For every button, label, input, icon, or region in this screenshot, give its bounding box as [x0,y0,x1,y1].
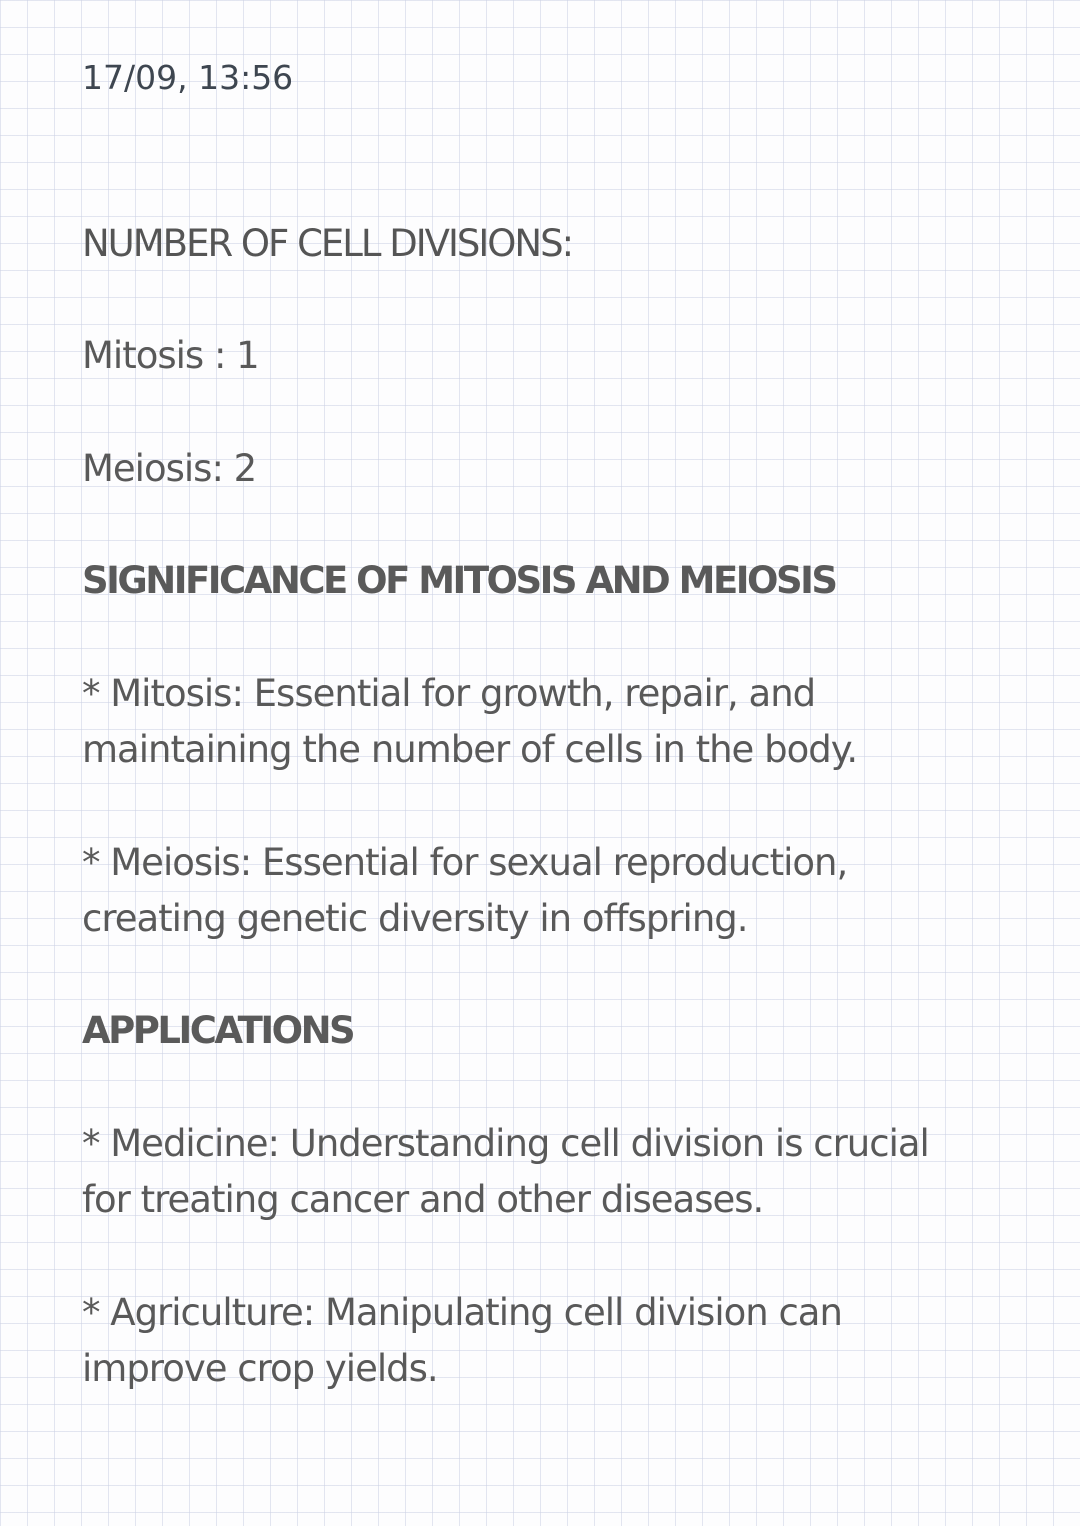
application-agriculture-line: * Agriculture: Manipulating cell division can [82,1291,842,1334]
application-medicine-line: * Medicine: Understanding cell division is crucial [82,1122,929,1165]
application-medicine-line: for treating cancer and other diseases. [82,1178,764,1221]
application-agriculture-line: improve crop yields. [82,1347,438,1390]
meiosis-count: Meiosis: 2 [82,447,257,490]
mitosis-count: Mitosis : 1 [82,334,259,377]
cell-divisions-heading: NUMBER OF CELL DIVISIONS: [82,222,573,265]
significance-meiosis-line: creating genetic diversity in offspring. [82,897,748,940]
significance-mitosis-line: * Mitosis: Essential for growth, repair, and [82,672,816,715]
note-timestamp: 17/09, 13:56 [82,58,294,97]
significance-meiosis-line: * Meiosis: Essential for sexual reproduction, [82,841,848,884]
significance-mitosis-line: maintaining the number of cells in the body. [82,728,858,771]
significance-heading: SIGNIFICANCE OF MITOSIS AND MEIOSIS [82,559,836,602]
applications-heading: APPLICATIONS [82,1009,354,1052]
